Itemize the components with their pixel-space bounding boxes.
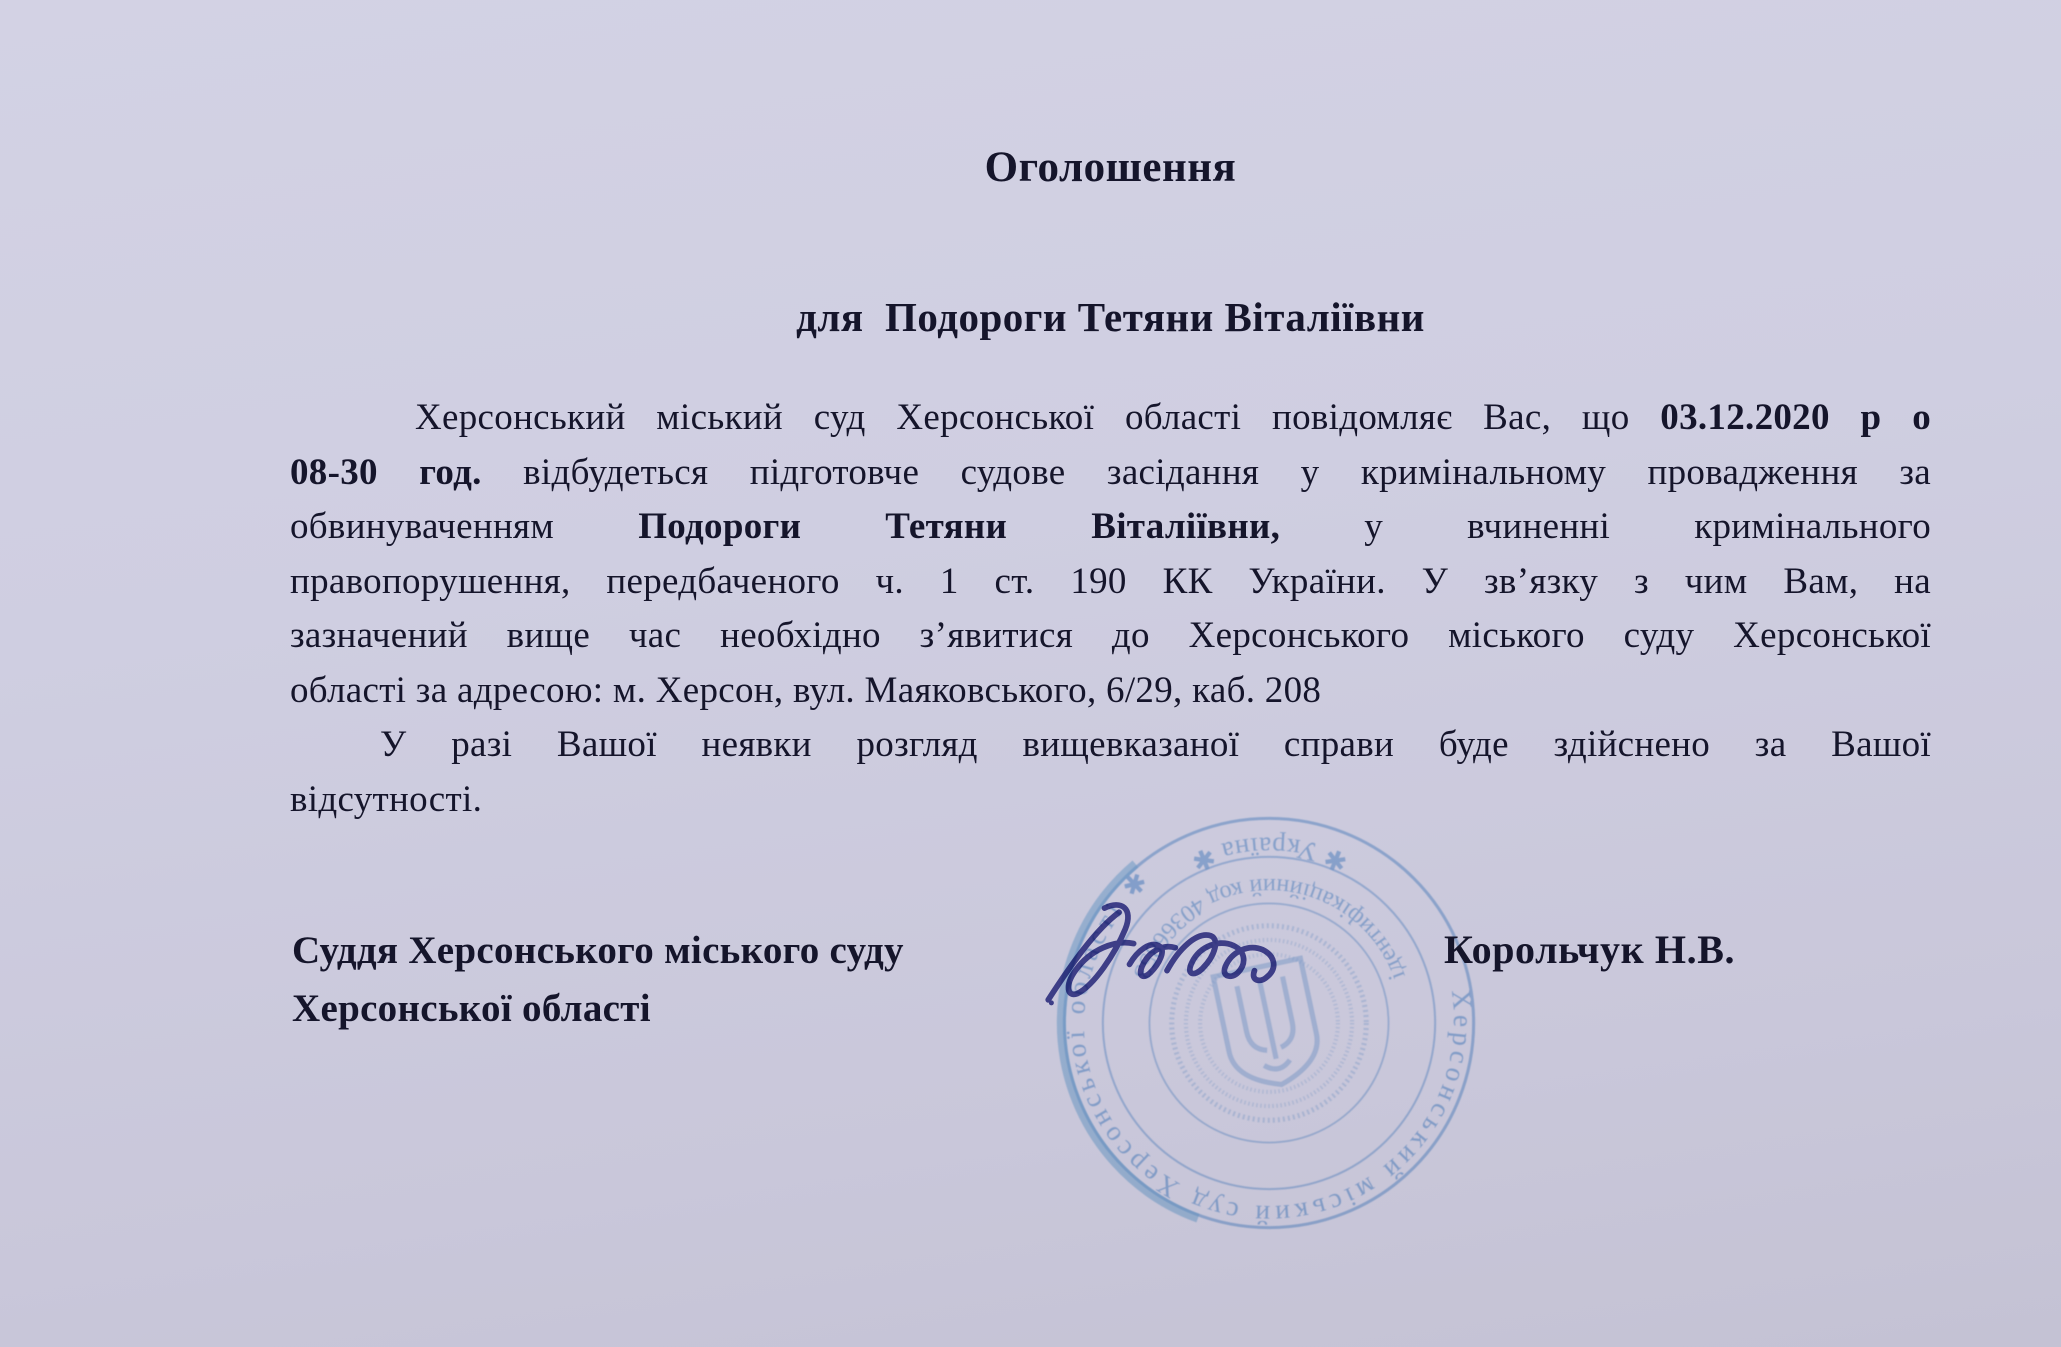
- document-title: Оголошення: [984, 144, 1237, 191]
- judge-title-block: [292, 922, 904, 1038]
- document-subtitle: для Подороги Тетяни Віталіївни: [796, 294, 1425, 340]
- text-segment: обвинуваченням: [290, 506, 639, 547]
- body-line: [290, 718, 1931, 773]
- body-line: [290, 664, 1931, 719]
- text-segment: У разі Вашої неявки розгляд вищевказаної справи буде здійснено за Вашої: [380, 724, 1931, 765]
- ink-dot: [1049, 1000, 1054, 1005]
- seal-id-code-text: ідентифікаційний код 40366853: [1127, 872, 1411, 984]
- judge-title-line2: Херсонської області: [292, 987, 651, 1030]
- text-segment: відсутності.: [290, 778, 483, 820]
- body-line: [290, 391, 1931, 446]
- text-segment: області за адресою: м. Херсон, вул. Маяковського, 6/29, каб. 208: [290, 669, 1322, 711]
- judge-title-line1: Суддя Херсонського міського суду: [292, 929, 904, 972]
- seal-country-text: ✱ Україна ✱: [1185, 831, 1353, 878]
- text-segment: правопорушення, передбаченого ч. 1 ст. 190 КК України. У зв’язку з чим Вам, на: [290, 560, 1931, 602]
- body-line: [290, 500, 1931, 555]
- judge-name: Корольчук Н.В.: [1444, 927, 1736, 972]
- text-segment: Херсонський міський суд Херсонської області повідомляє Вас, що: [415, 397, 1661, 438]
- seal-ring-text: Херсонський міський суд Херсонської області ✱: [1059, 865, 1479, 1231]
- bold-text-segment: Подороги Тетяни Віталіївни,: [638, 506, 1281, 547]
- body-line: [290, 609, 1931, 664]
- bold-text-segment: 03.12.2020 р о: [1660, 397, 1931, 438]
- text-segment: зазначений вище час необхідно з’явитися до Херсонського міського суду Херсонської: [290, 615, 1931, 656]
- bold-text-segment: 08-30 год.: [290, 451, 482, 493]
- text-segment: у вчиненні кримінального: [1280, 506, 1932, 547]
- announcement-body: [290, 391, 1931, 827]
- body-line: [290, 446, 1931, 501]
- judge-signature: [1042, 896, 1292, 1014]
- court-seal-stamp: [1036, 790, 1502, 1256]
- text-segment: відбудеться підготовче судове засідання у кримінальному провадження за: [481, 451, 1931, 493]
- body-line: [290, 555, 1931, 610]
